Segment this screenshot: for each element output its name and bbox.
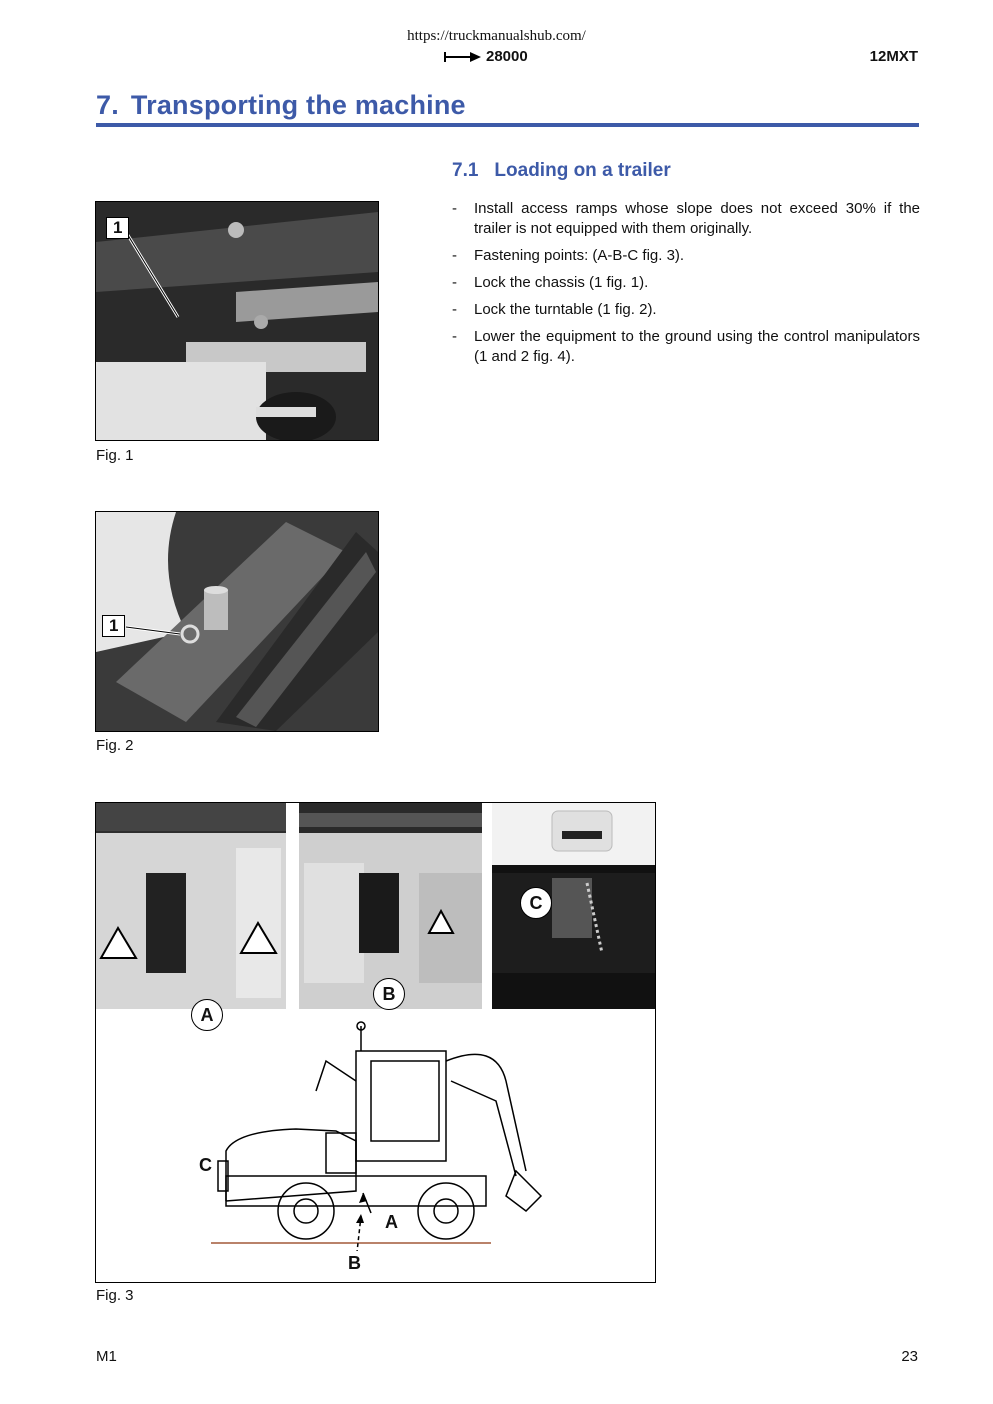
diagram-label-b: B xyxy=(348,1253,361,1273)
list-item xyxy=(452,246,920,266)
figure-2-caption: Fig. 2 xyxy=(96,737,134,754)
list-item xyxy=(452,199,920,239)
title-rule xyxy=(96,123,919,127)
subsection-heading xyxy=(452,160,671,182)
photo-label-a: A xyxy=(191,999,223,1031)
figure-3-photo-c xyxy=(492,803,655,1009)
list-dash: - xyxy=(452,274,457,291)
list-item xyxy=(452,300,920,320)
list-item xyxy=(452,327,920,367)
subsection-title: Loading on a trailer xyxy=(494,160,671,181)
figure-3-frame xyxy=(95,802,656,1283)
figure-2-marker: 1 xyxy=(102,615,125,637)
list-dash: - xyxy=(452,328,457,345)
list-item-text: Lock the chassis (1 fig. 1). xyxy=(474,274,649,291)
fastening-point-c-illustration xyxy=(492,803,655,1009)
photo-label-b: B xyxy=(373,978,405,1010)
source-url: https://truckmanualshub.com/ xyxy=(407,28,586,44)
diagram-label-c: C xyxy=(199,1155,212,1175)
list-item-text: Lower the equipment to the ground using the control manipulators (1 and 2 fig. 4). xyxy=(474,328,920,365)
list-dash: - xyxy=(452,200,457,217)
page-number: 23 xyxy=(901,1348,918,1365)
arrow-icon xyxy=(444,51,482,63)
section-title: Transporting the machine xyxy=(130,90,466,120)
turntable-lock-illustration xyxy=(96,512,378,731)
list-item xyxy=(452,273,920,293)
figure-1-photo xyxy=(95,201,379,441)
list-item-text: Install access ramps whose slope does not exceed 30% if the trailer is not equipped with them originally. xyxy=(474,200,920,237)
instruction-list xyxy=(452,199,920,374)
figure-3-caption: Fig. 3 xyxy=(96,1287,134,1304)
list-item-text: Fastening points: (A-B-C fig. 3). xyxy=(474,247,685,264)
figure-3-photo-a xyxy=(96,803,286,1009)
subsection-number: 7.1 xyxy=(452,160,479,181)
photo-label-c: C xyxy=(520,887,552,919)
header-model: 12MXT xyxy=(869,48,918,65)
figure-2-photo xyxy=(95,511,379,732)
header-code-value: 28000 xyxy=(486,48,528,65)
footer-left: M1 xyxy=(96,1348,117,1365)
chassis-lock-illustration xyxy=(96,202,378,440)
diagram-label-a: A xyxy=(385,1212,398,1232)
fastening-point-a-illustration xyxy=(96,803,286,1009)
section-number: 7. xyxy=(96,90,119,120)
figure-1-caption: Fig. 1 xyxy=(96,447,134,464)
page-title xyxy=(96,90,466,121)
header-code xyxy=(444,48,528,65)
list-item-text: Lock the turntable (1 fig. 2). xyxy=(474,301,657,318)
figure-1-marker: 1 xyxy=(106,217,129,239)
list-dash: - xyxy=(452,301,457,318)
list-dash: - xyxy=(452,247,457,264)
